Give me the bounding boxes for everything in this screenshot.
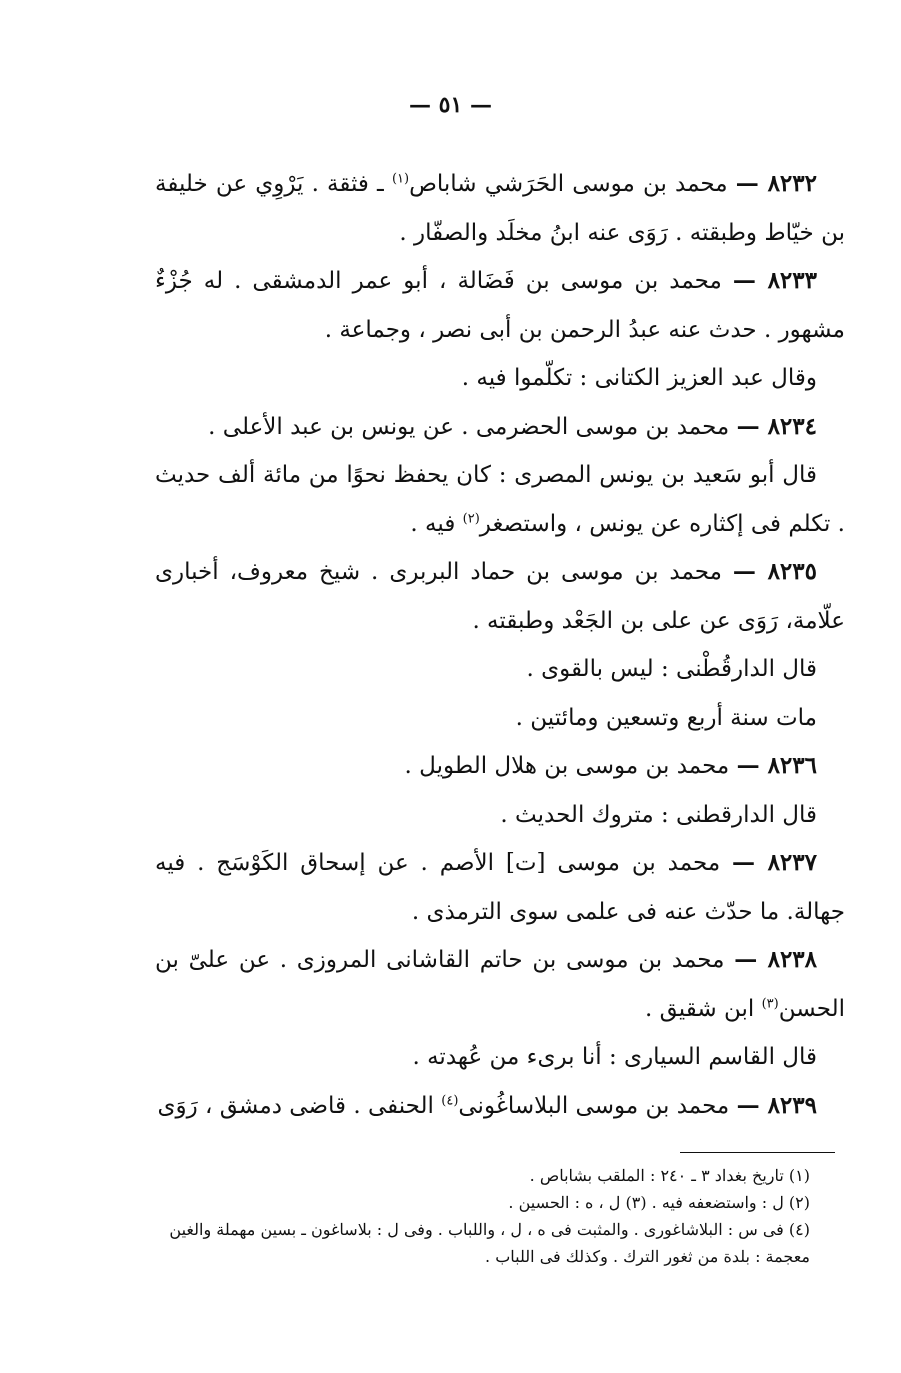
entry-8232: [155, 160, 845, 257]
entry-number: ٨٢٣٢ —: [735, 170, 817, 197]
comment-line: قال الدارقطنى : متروك الحديث .: [500, 801, 817, 828]
entry-number: ٨٢٣٥ —: [732, 558, 817, 585]
footnote-1: (١) تاريخ بغداد ٣ ـ ٢٤٠ : الملقب بشاباص .: [529, 1166, 810, 1185]
comment-line: وقال عبد العزيز الكتانى : تكلّموا فيه .: [461, 365, 817, 391]
entry-text: محمد بن موسى بن فَضَالة ، أبو عمر الدمشقى . له جُزْءٌ مشهور . حدث عنه عبدُ الرحمن بن أبى نصر ، وجماعة .: [155, 268, 845, 343]
entry-8236: [155, 742, 845, 791]
entry-text: محمد بن موسى بن حماد البربرى . شيخ معروف، أخبارى علّامة، رَوَى عن على بن الجَعْد وطبقته .: [155, 559, 845, 634]
entry-text: محمد بن موسى بن هلال الطويل .: [404, 753, 730, 779]
entry-8234: [155, 403, 845, 452]
footnote-ref[interactable]: (٤): [441, 1092, 459, 1108]
entry-number: ٨٢٣٤ —: [736, 412, 817, 440]
comment-line: مات سنة أربع وتسعين ومائتين .: [515, 704, 817, 731]
entry-8233: [155, 257, 845, 354]
footnote-2-3: (٢) ل : واستضعفه فيه . (٣) ل ، ه : الحسين .: [508, 1193, 810, 1212]
footnote-ref[interactable]: (٢): [462, 510, 480, 526]
entry-number: ٨٢٣٨ —: [734, 946, 818, 973]
footnote-4: (٤) فى س : البلاشاغورى . والمثبت فى ه ، ل ، واللباب . وفى ل : بلاساغون ـ بسين مهملة والغين معجمة : بلدة من ثغور الترك . وكذلك فى اللباب .: [169, 1220, 810, 1266]
entry-number: ٨٢٣٣ —: [732, 267, 817, 294]
entry-text: محمد بن موسى البلاساغُونى: [458, 1092, 730, 1119]
page-body: [155, 160, 845, 1130]
entry-8238: [155, 936, 845, 1033]
comment-text: قال أبو سَعيد بن يونس المصرى : كان يحفظ نحوًا من مائة ألف حديث . تكلم فى إكثاره عن يونس ، واستصغر: [155, 462, 845, 537]
entry-number: ٨٢٣٩ —: [736, 1091, 817, 1119]
footnote-ref[interactable]: (٣): [761, 995, 779, 1011]
entry-number: ٨٢٣٦ —: [736, 752, 817, 779]
footnotes: [150, 1162, 840, 1270]
comment-line: [155, 451, 845, 548]
entry-text: محمد بن موسى الحَرَشي شاباص: [409, 171, 728, 197]
comment-line: قال القاسم السيارى : أنا برىء من عُهدته .: [412, 1044, 817, 1070]
entry-text: محمد بن موسى بن حاتم القاشانى المروزى . عن علىّ بن الحسن: [155, 947, 845, 1022]
entry-text: ـ فثقة . يَرْوِي عن خليفة بن خيّاط وطبقته . رَوَى عنه ابنُ مخلَد والصفّار .: [155, 171, 845, 246]
footnote-divider: [680, 1152, 835, 1153]
entry-number: ٨٢٣٧ —: [732, 849, 817, 876]
comment-line: قال الدارقُطْنى : ليس بالقوى .: [526, 656, 817, 682]
entry-8235: [155, 548, 845, 645]
entry-text: محمد بن موسى [ت] الأصم . عن إسحاق الكَوْسَج . فيه جهالة. ما حدّث عنه فى علمى سوى الترمذى .: [155, 850, 845, 925]
entry-8239: [155, 1082, 845, 1131]
entry-text: محمد بن موسى الحضرمى . عن يونس بن عبد الأعلى .: [208, 413, 730, 440]
footnote-ref[interactable]: (١): [391, 171, 410, 187]
entry-text: الحنفى . قاضى دمشق ، رَوَى: [157, 1092, 442, 1119]
entry-8237: [155, 839, 845, 936]
page-number: — ٥١ —: [409, 92, 492, 118]
comment-text: فيه .: [410, 510, 463, 537]
entry-text: ابن شقيق .: [645, 995, 762, 1022]
